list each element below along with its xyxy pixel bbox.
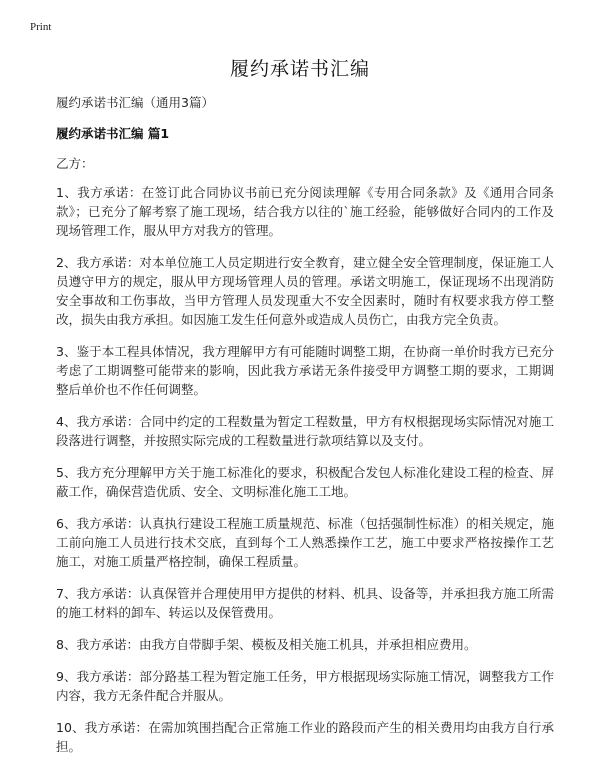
commitment-list <box>56 183 554 769</box>
section-heading: 履约承诺书汇编 篇1 <box>56 126 170 141</box>
commitment-item: 9、我方承诺：部分路基工程为暂定施工任务，甲方根据现场实际施工情况，调整我方工作内容，我方无条件配合并服从。 <box>56 669 554 703</box>
commitment-item: 7、我方承诺：认真保管并合理使用甲方提供的材料、机具、设备等，并承担我方施工所需的施工材料的卸车、转运以及保管费用。 <box>56 586 554 620</box>
commitment-item: 5、我方充分理解甲方关于施工标准化的要求，积极配合发包人标准化建设工程的检查、屏蔽工作，确保营造优质、安全、文明标准化施工工地。 <box>56 465 554 499</box>
commitment-item: 6、我方承诺：认真执行建设工程施工质量规范、标准（包括强制性标准）的相关规定，施工前向施工人员进行技术交底，直到每个工人熟悉操作工艺，施工中要求严格按操作工艺施工，对施工质量严格控制，确保工程质量。 <box>56 516 554 569</box>
commitment-item: 2、我方承诺：对本单位施工人员定期进行安全教育，建立健全安全管理制度，保证施工人员遵守甲方的规定，服从甲方现场管理人员的管理。承诺文明施工，保证现场不出现消防安全事故和工伤事故，当甲方管理人员发现重大不安全因素时，随时有权要求我方停工整改，损失由我方承担。如因施工发生任何意外或造成人员伤亡，由我方完全负责。 <box>56 255 554 327</box>
commitment-item: 4、我方承诺：合同中约定的工程数量为暂定工程数量，甲方有权根据现场实际情况对施工段落进行调整，并按照实际完成的工程数量进行款项结算以及支付。 <box>56 414 554 448</box>
party-label: 乙方： <box>56 156 94 171</box>
commitment-item: 3、鉴于本工程具体情况，我方理解甲方有可能随时调整工期，在协商一单价时我方已充分考虑了工期调整可能带来的影响，因此我方承诺无条件接受甲方调整工期的要求，工期调整后单价也不作任何调整。 <box>56 344 554 397</box>
commitment-item: 1、我方承诺：在签订此合同协议书前已充分阅读理解《专用合同条款》及《通用合同条款》；已充分了解考察了施工现场，结合我方以往的`施工经验，能够做好合同内的工作及现场管理工作，服从甲方对我方的管理。 <box>56 185 554 238</box>
document-subtitle: 履约承诺书汇编（通用3篇） <box>56 95 214 110</box>
document-title: 履约承诺书汇编 <box>229 58 370 80</box>
print-label: Print <box>30 21 52 33</box>
commitment-item: 8、我方承诺：由我方自带脚手架、模板及相关施工机具，并承担相应费用。 <box>56 637 477 652</box>
commitment-item: 10、我方承诺：在需加筑围挡配合正常施工作业的路段而产生的相关费用均由我方自行承担。 <box>56 720 554 754</box>
